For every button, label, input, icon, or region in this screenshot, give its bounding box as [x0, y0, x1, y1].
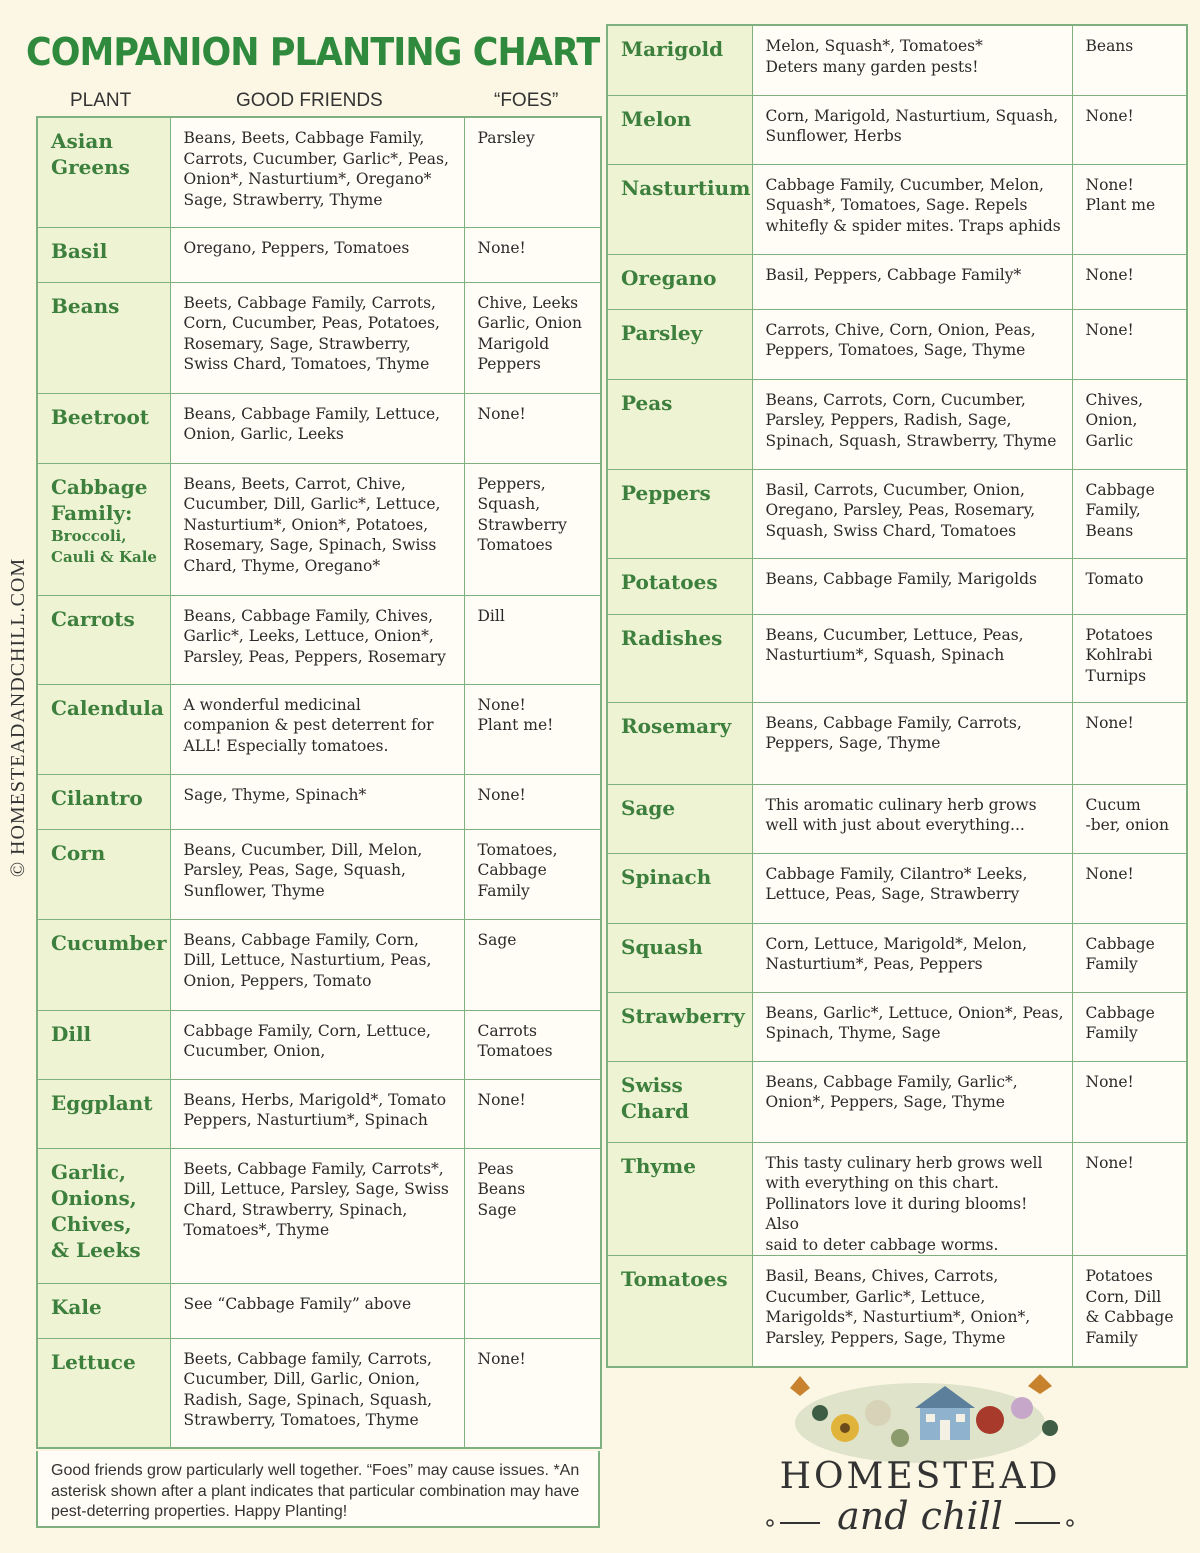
table-row: [607, 1142, 1187, 1256]
plant-name: Tomatoes: [607, 1256, 752, 1367]
copyright-watermark: © HOMESTEADANDCHILL.COM: [7, 557, 30, 878]
plant-name: Corn: [37, 829, 170, 919]
foes: Tomatoes, Cabbage Family: [464, 829, 601, 919]
table-row: [37, 1079, 601, 1148]
plant-name: Melon: [607, 95, 752, 164]
table-row: [37, 774, 601, 829]
foes: None!: [1072, 853, 1187, 923]
foes: Cucum -ber, onion: [1072, 784, 1187, 853]
good-friends: Beets, Cabbage family, Carrots, Cucumber, Dill, Garlic, Onion, Radish, Sage, Spinach, Squash, Strawberry, Tomatoes, Thyme: [170, 1338, 464, 1448]
table-row: [37, 919, 601, 1010]
good-friends: Beans, Carrots, Corn, Cucumber, Parsley, Peppers, Radish, Sage, Spinach, Squash, Strawberry, Thyme: [752, 379, 1072, 469]
good-friends: Corn, Lettuce, Marigold*, Melon, Nasturtium*, Peas, Peppers: [752, 923, 1072, 992]
table-row: [607, 702, 1187, 784]
table-row: [37, 393, 601, 463]
right-chart-table: [606, 24, 1188, 1368]
plant-name: [37, 463, 170, 595]
foes: None! Plant me!: [464, 684, 601, 774]
plant-name: Beetroot: [37, 393, 170, 463]
foes: None! Plant me: [1072, 164, 1187, 254]
good-friends: Carrots, Chive, Corn, Onion, Peas, Peppers, Tomatoes, Sage, Thyme: [752, 309, 1072, 379]
good-friends: Beans, Cabbage Family, Garlic*, Onion*, Peppers, Sage, Thyme: [752, 1061, 1072, 1142]
good-friends: Corn, Marigold, Nasturtium, Squash, Sunflower, Herbs: [752, 95, 1072, 164]
plant-name: Oregano: [607, 254, 752, 309]
plant-name: Strawberry: [607, 992, 752, 1061]
plant-name-sub: Broccoli, Cauli & Kale: [51, 526, 157, 566]
good-friends: Beans, Garlic*, Lettuce, Onion*, Peas, Spinach, Thyme, Sage: [752, 992, 1072, 1061]
table-row: [607, 1256, 1187, 1367]
good-friends: Basil, Peppers, Cabbage Family*: [752, 254, 1072, 309]
good-friends: Beans, Cabbage Family, Marigolds: [752, 558, 1072, 614]
plant-name: Marigold: [607, 25, 752, 95]
plant-name: Beans: [37, 282, 170, 393]
logo-tagline: and chill: [837, 1494, 1003, 1538]
foes: None!: [1072, 95, 1187, 164]
table-row: [607, 1061, 1187, 1142]
table-row: [607, 379, 1187, 469]
plant-name: Parsley: [607, 309, 752, 379]
good-friends: Cabbage Family, Cilantro* Leeks, Lettuce, Peas, Sage, Strawberry: [752, 853, 1072, 923]
table-row: [607, 254, 1187, 309]
good-friends: Beans, Cucumber, Dill, Melon, Parsley, Peas, Sage, Squash, Sunflower, Thyme: [170, 829, 464, 919]
plant-name: Squash: [607, 923, 752, 992]
table-row: [37, 684, 601, 774]
page-title: COMPANION PLANTING CHART: [26, 30, 600, 74]
good-friends: Beans, Beets, Cabbage Family, Carrots, Cucumber, Garlic*, Peas, Onion*, Nasturtium*, Oregano* Sage, Strawberry, Thyme: [170, 117, 464, 227]
foes: Cabbage Family: [1072, 923, 1187, 992]
foes: Peppers, Squash, Strawberry Tomatoes: [464, 463, 601, 595]
foes: [464, 1283, 601, 1338]
table-row: [37, 463, 601, 595]
foes: Chive, Leeks Garlic, Onion Marigold Peppers: [464, 282, 601, 393]
plant-name: Nasturtium: [607, 164, 752, 254]
foes: None!: [1072, 254, 1187, 309]
plant-name: Garlic, Onions, Chives, & Leeks: [37, 1148, 170, 1283]
table-row: [607, 558, 1187, 614]
plant-name: Cucumber: [37, 919, 170, 1010]
plant-name: Swiss Chard: [607, 1061, 752, 1142]
good-friends: Sage, Thyme, Spinach*: [170, 774, 464, 829]
foes: Cabbage Family: [1072, 992, 1187, 1061]
foes: Tomato: [1072, 558, 1187, 614]
logo-wordmark: HOMESTEAD: [779, 1456, 1061, 1497]
foes: None!: [464, 774, 601, 829]
footnote: Good friends grow particularly well together. “Foes” may cause issues. *An asterisk shown after a plant indicates that particular combination may have pest-deterring properties. Happy Planting!: [36, 1451, 600, 1528]
table-row: [37, 829, 601, 919]
foes: None!: [1072, 702, 1187, 784]
plant-name: Cilantro: [37, 774, 170, 829]
good-friends: This tasty culinary herb grows well with everything on this chart. Pollinators love it during blooms! Also said to deter cabbage worms.: [752, 1142, 1072, 1256]
good-friends: Melon, Squash*, Tomatoes* Deters many garden pests!: [752, 25, 1072, 95]
table-row: [37, 117, 601, 227]
table-row: [607, 25, 1187, 95]
foes: Peas Beans Sage: [464, 1148, 601, 1283]
good-friends: Beans, Cabbage Family, Carrots, Peppers, Sage, Thyme: [752, 702, 1072, 784]
header-friends: GOOD FRIENDS: [236, 90, 383, 111]
foes: None!: [464, 1079, 601, 1148]
foes: Parsley: [464, 117, 601, 227]
table-row: [37, 1010, 601, 1079]
table-row: [37, 1148, 601, 1283]
plant-name: Calendula: [37, 684, 170, 774]
table-row: [607, 853, 1187, 923]
good-friends: Basil, Beans, Chives, Carrots, Cucumber, Garlic*, Lettuce, Marigolds*, Nasturtium*, Onion*, Parsley, Peppers, Sage, Thyme: [752, 1256, 1072, 1367]
plant-name: Dill: [37, 1010, 170, 1079]
left-chart-table: [36, 116, 602, 1449]
table-row: [37, 1283, 601, 1338]
plant-name: Radishes: [607, 614, 752, 702]
good-friends: Beans, Cabbage Family, Chives, Garlic*, Leeks, Lettuce, Onion*, Parsley, Peas, Peppers, Rosemary: [170, 595, 464, 684]
foes: None!: [464, 1338, 601, 1448]
plant-name: Peas: [607, 379, 752, 469]
foes: None!: [1072, 1142, 1187, 1256]
plant-name-main: Cabbage Family:: [51, 474, 148, 525]
foes: Sage: [464, 919, 601, 1010]
good-friends: Beans, Beets, Carrot, Chive, Cucumber, Dill, Garlic*, Lettuce, Nasturtium*, Onion*, Potatoes, Rosemary, Sage, Spinach, Swiss Chard, Thyme, Oregano*: [170, 463, 464, 595]
foes: None!: [1072, 309, 1187, 379]
good-friends: This aromatic culinary herb grows well with just about everything...: [752, 784, 1072, 853]
plant-name: Lettuce: [37, 1338, 170, 1448]
good-friends: Basil, Carrots, Cucumber, Onion, Oregano, Parsley, Peas, Rosemary, Squash, Swiss Chard, Tomatoes: [752, 469, 1072, 558]
good-friends: Cabbage Family, Corn, Lettuce, Cucumber, Onion,: [170, 1010, 464, 1079]
table-row: [607, 923, 1187, 992]
good-friends: Beets, Cabbage Family, Carrots, Corn, Cucumber, Peas, Potatoes, Rosemary, Sage, Strawberry, Swiss Chard, Tomatoes, Thyme: [170, 282, 464, 393]
good-friends: A wonderful medicinal companion & pest deterrent for ALL! Especially tomatoes.: [170, 684, 464, 774]
plant-name: Asian Greens: [37, 117, 170, 227]
good-friends: Cabbage Family, Cucumber, Melon, Squash*, Tomatoes, Sage. Repels whitefly & spider mites. Traps aphids: [752, 164, 1072, 254]
plant-name: Thyme: [607, 1142, 752, 1256]
plant-name: Peppers: [607, 469, 752, 558]
table-row: [607, 784, 1187, 853]
table-row: [37, 227, 601, 282]
table-row: [607, 309, 1187, 379]
plant-name: Spinach: [607, 853, 752, 923]
foes: Potatoes Corn, Dill & Cabbage Family: [1072, 1256, 1187, 1367]
plant-name: Basil: [37, 227, 170, 282]
foes: Beans: [1072, 25, 1187, 95]
foes: Potatoes Kohlrabi Turnips: [1072, 614, 1187, 702]
header-foes: “FOES”: [494, 90, 559, 111]
table-row: [37, 595, 601, 684]
table-row: [607, 469, 1187, 558]
good-friends: Beans, Cabbage Family, Corn, Dill, Lettuce, Nasturtium, Peas, Onion, Peppers, Tomato: [170, 919, 464, 1010]
good-friends: Beans, Cucumber, Lettuce, Peas, Nasturtium*, Squash, Spinach: [752, 614, 1072, 702]
header-plant: PLANT: [70, 90, 132, 111]
good-friends: See “Cabbage Family” above: [170, 1283, 464, 1338]
good-friends: Beans, Herbs, Marigold*, Tomato Peppers, Nasturtium*, Spinach: [170, 1079, 464, 1148]
table-row: [37, 1338, 601, 1448]
good-friends: Beans, Cabbage Family, Lettuce, Onion, Garlic, Leeks: [170, 393, 464, 463]
table-row: [607, 95, 1187, 164]
foes: Dill: [464, 595, 601, 684]
plant-name: Sage: [607, 784, 752, 853]
plant-name: Rosemary: [607, 702, 752, 784]
table-row: [607, 164, 1187, 254]
foes: Chives, Onion, Garlic: [1072, 379, 1187, 469]
foes: None!: [464, 227, 601, 282]
plant-name: Kale: [37, 1283, 170, 1338]
table-row: [607, 614, 1187, 702]
foes: None!: [1072, 1061, 1187, 1142]
plant-name: Eggplant: [37, 1079, 170, 1148]
table-row: [607, 992, 1187, 1061]
foes: Carrots Tomatoes: [464, 1010, 601, 1079]
table-row: [37, 282, 601, 393]
plant-name: Carrots: [37, 595, 170, 684]
good-friends: Beets, Cabbage Family, Carrots*, Dill, Lettuce, Parsley, Sage, Swiss Chard, Strawberry, Spinach, Tomatoes*, Thyme: [170, 1148, 464, 1283]
foes: None!: [464, 393, 601, 463]
good-friends: Oregano, Peppers, Tomatoes: [170, 227, 464, 282]
column-headers: [36, 90, 600, 116]
plant-name: Potatoes: [607, 558, 752, 614]
foes: Cabbage Family, Beans: [1072, 469, 1187, 558]
